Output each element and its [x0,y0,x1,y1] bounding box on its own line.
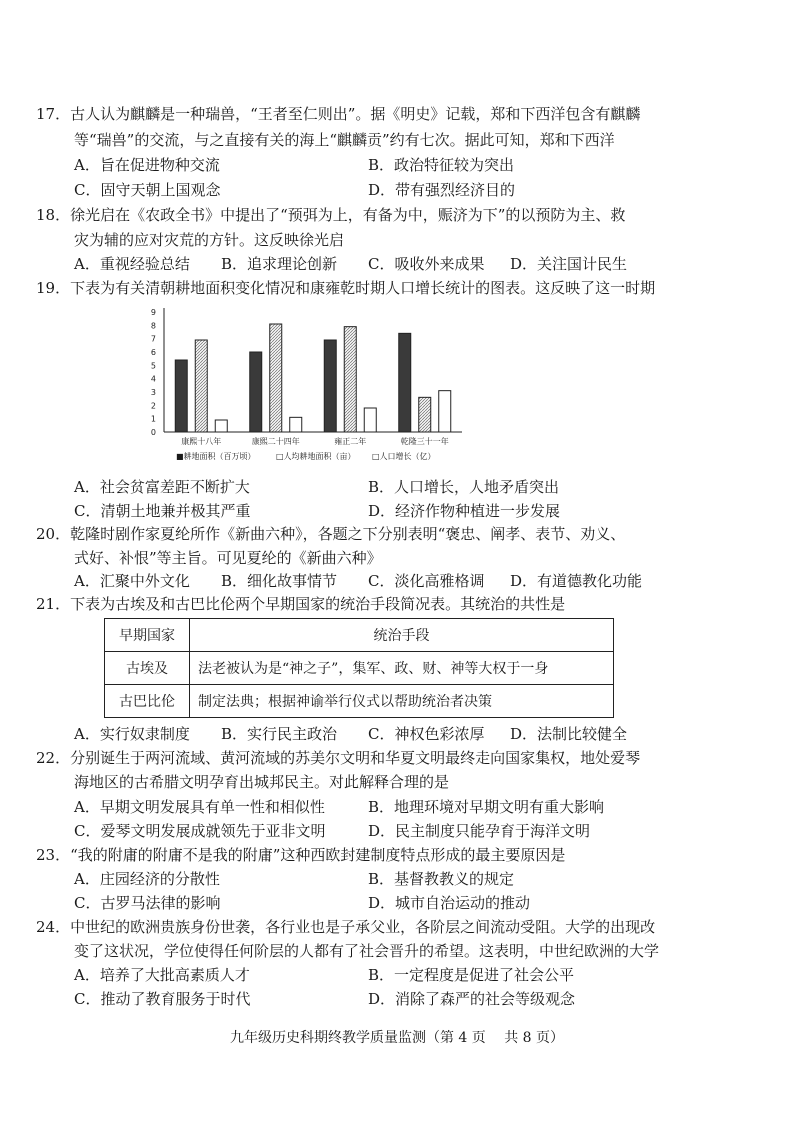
q22-option-d: D．民主制度只能孕育于海洋文明 [368,822,591,840]
q18-option-b: B．追求理论创新 [221,255,338,273]
q20-stem-line2: 式好、补恨”等主旨。可见夏纶的《新曲六种》 [74,549,382,567]
bar-population [364,408,376,432]
q17-stem-line2: 等“瑞兽”的交流，与之直接有关的海上“麒麟贡”约有七次。据此可知，郑和下西洋 [74,131,615,149]
q20-option-a: A．汇聚中外文化 [74,572,190,590]
q24-stem-line2: 变了这状况，学位使得任何阶层的人都有了社会晋升的希望。这表明，中世纪欧洲的大学 [74,942,660,960]
q21-stem-line1: 21．下表为古埃及和古巴比伦两个早期国家的统治手段简况表。其统治的共性是 [36,595,566,613]
q22-option-b: B．地理环境对早期文明有重大影响 [368,798,605,816]
legend-farmland [176,452,256,462]
legend-per-capita-label: □人均耕地面积（亩） [276,452,356,461]
table-header-country: 早期国家 [105,619,190,652]
q24-option-d: D．消除了森严的社会等级观念 [368,990,576,1008]
bar-per-capita [419,397,431,432]
legend-per-capita [276,452,356,462]
q23-option-d: D．城市自治运动的推动 [368,894,531,912]
q23-option-a: A．庄园经济的分散性 [74,870,220,888]
q23-option-b: B．基督教教义的规定 [368,870,515,888]
farmland-population-chart [140,300,470,470]
y-tick-label: 1 [150,414,156,424]
table-cell-means: 制定法典；根据神谕举行仪式以帮助统治者决策 [190,685,614,718]
q19-option-c: C．清朝土地兼并极其严重 [74,502,251,520]
q20-option-c: C．淡化高雅格调 [368,572,485,590]
x-tick-label: 康熙十八年 [181,437,222,446]
y-tick-label: 0 [150,428,156,437]
q17-option-a: A．旨在促进物种交流 [74,156,220,174]
y-tick-label: 8 [150,321,156,331]
q21-option-c: C．神权色彩浓厚 [368,725,485,743]
q17-option-b: B．政治特征较为突出 [368,156,515,174]
x-tick-label: 康熙二十四年 [251,437,300,446]
q17-option-d: D．带有强烈经济目的 [368,181,516,199]
bar-farmland [324,340,336,432]
chart-svg [140,300,470,470]
q19-option-d: D．经济作物种植进一步发展 [368,502,561,520]
q20-stem-line1: 20．乾隆时剧作家夏纶所作《新曲六种》，各题之下分别表明“褒忠、阐孝、表节、劝义、 [36,525,626,543]
legend-population [372,452,436,462]
q19-option-b: B．人口增长，人地矛盾突出 [368,478,560,496]
page-footer: 九年级历史科期终教学质量监测（第 4 页 共 8 页） [229,1030,565,1046]
y-tick-label: 2 [150,401,156,411]
y-tick-label: 5 [150,361,156,371]
table-cell-country: 古埃及 [105,652,190,685]
q18-stem-line2: 灾为辅的应对灾荒的方针。这反映徐光启 [74,231,345,249]
bar-farmland [399,333,411,432]
q17-option-c: C．固守天朝上国观念 [74,181,221,199]
q23-option-c: C．古罗马法律的影响 [74,894,221,912]
q18-stem-line1: 18．徐光启在《农政全书》中提出了“预弭为上，有备为中，赈济为下”的以预防为主、救 [36,206,626,224]
q21-option-a: A．实行奴隶制度 [74,725,190,743]
table-header-means: 统治手段 [190,619,614,652]
bar-farmland [175,360,187,432]
q20-option-b: B．细化故事情节 [221,572,338,590]
q22-stem-line2: 海地区的古希腊文明孕育出城邦民主。对此解释合理的是 [74,773,450,791]
bar-per-capita [344,327,356,432]
y-tick-label: 7 [150,334,156,344]
bar-farmland [250,352,262,432]
legend-farmland-label: ■耕地面积（百万顷） [176,452,256,461]
y-tick-label: 6 [150,348,156,357]
q23-stem-line1: 23．“我的附庸的附庸不是我的附庸”这种西欧封建制度特点形成的最主要原因是 [36,846,566,864]
bar-population [215,420,227,432]
bar-per-capita [195,340,207,432]
bar-population [439,391,451,432]
y-tick-label: 3 [150,388,156,397]
q24-stem-line1: 24．中世纪的欧洲贵族身份世袭，各行业也是子承父业，各阶层之间流动受阻。大学的出现改 [36,918,656,936]
table-row [105,652,614,685]
bar-population [290,417,302,432]
q19-stem-line1: 19．下表为有关清朝耕地面积变化情况和康雍乾时期人口增长统计的图表。这反映了这一时期 [36,279,656,297]
q21-option-d: D．法制比较健全 [510,725,628,743]
q19-option-a: A．社会贫富差距不断扩大 [74,478,250,496]
q21-option-b: B．实行民主政治 [221,725,338,743]
bar-per-capita [270,324,282,432]
q22-option-a: A．早期文明发展具有单一性和相似性 [74,798,325,816]
y-tick-label: 9 [150,308,156,317]
table-header-row [105,619,614,652]
q21-table [104,618,614,718]
y-tick-label: 4 [150,374,156,384]
q20-option-d: D．有道德教化功能 [510,572,643,590]
q18-option-c: C．吸收外来成果 [368,255,485,273]
table-cell-country: 古巴比伦 [105,685,190,718]
q18-option-a: A．重视经验总结 [74,255,190,273]
q24-option-c: C．推动了教育服务于时代 [74,990,251,1008]
q22-stem-line1: 22．分别诞生于两河流域、黄河流域的苏美尔文明和华夏文明最终走向国家集权，地处爱琴 [36,749,641,767]
q18-option-d: D．关注国计民生 [510,255,628,273]
x-tick-label: 乾隆三十一年 [400,437,449,446]
q24-option-a: A．培养了大批高素质人才 [74,966,250,984]
q24-option-b: B．一定程度是促进了社会公平 [368,966,575,984]
q22-option-c: C．爱琴文明发展成就领先于亚非文明 [74,822,326,840]
table-cell-means: 法老被认为是“神之子”，集军、政、财、神等大权于一身 [190,652,614,685]
x-tick-label: 雍正二年 [334,437,367,446]
legend-population-label: □人口增长（亿） [372,452,436,461]
table-row [105,685,614,718]
q17-stem-line1: 17．古人认为麒麟是一种瑞兽，“王者至仁则出”。据《明史》记载，郑和下西洋包含有麒麟 [36,105,641,123]
